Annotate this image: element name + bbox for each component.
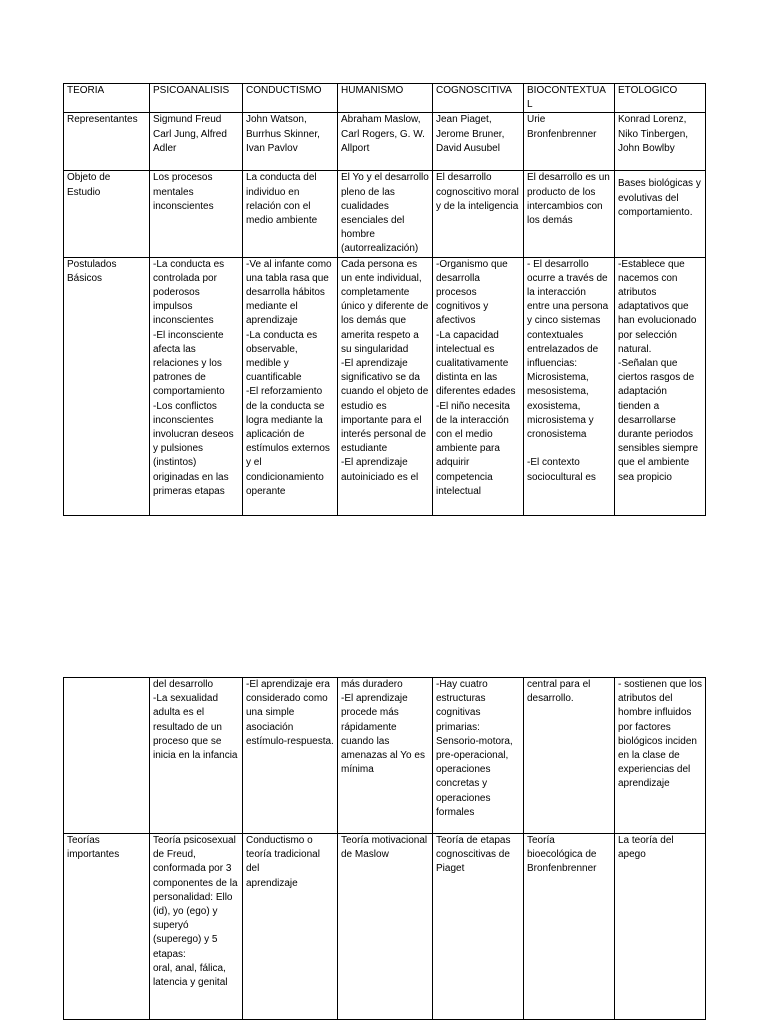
table-cell: Bases biológicas y evolutivas del comportamiento. — [615, 171, 706, 257]
table-cell: central para el desarrollo. — [524, 678, 615, 834]
table-cell: -Establece que nacemos con atributos adaptativos que han evolucionado por selección natural. -Señalan que ciertos rasgos de adaptación tienden a desarrollarse durante periodos sensibles siempre que el ambiente sea propicio — [615, 257, 706, 515]
row-label — [64, 678, 150, 834]
table-cell: Urie Bronfenbrenner — [524, 113, 615, 171]
table-cell: El desarrollo es un producto de los intercambios con los demás — [524, 171, 615, 257]
row-representantes — [64, 113, 706, 171]
table-cell: El desarrollo cognoscitivo moral y de la inteligencia — [433, 171, 524, 257]
header-cell-teoria: TEORIA — [64, 84, 150, 113]
table-cell: Teoría bioecológica de Bronfenbrenner — [524, 834, 615, 1020]
header-cell-etologico: ETOLOGICO — [615, 84, 706, 113]
table-cell: - El desarrollo ocurre a través de la interacción entre una persona y cinco sistemas contextuales entrelazados de influencias: Microsistema, mesosistema, exosistema, microsistema y cronosistema -El contexto sociocultural es — [524, 257, 615, 515]
row-label: Postulados Básicos — [64, 257, 150, 515]
table-cell: - sostienen que los atributos del hombre influidos por factores biológicos inciden en la clase de experiencias del aprendizaje — [615, 678, 706, 834]
table-cell: del desarrollo -La sexualidad adulta es el resultado de un proceso que se inicia en la infancia — [150, 678, 243, 834]
header-cell-psicoanalisis: PSICOANALISIS — [150, 84, 243, 113]
table-cell: Cada persona es un ente individual, completamente único y diferente de los demás que amerita respeto a su singularidad -El aprendizaje significativo se da cuando el objeto de estudio es importante para el interés personal de estudiante -El aprendizaje autoiniciado es el — [338, 257, 433, 515]
table-cell: -El aprendizaje era considerado como una simple asociación estímulo-respuesta. — [243, 678, 338, 834]
row-teorias-importantes — [64, 834, 706, 1020]
table-cell: Teoría psicosexual de Freud, conformada por 3 componentes de la personalidad: Ello (id), yo (ego) y superyó (superego) y 5 etapas: oral, anal, fálica, latencia y genital — [150, 834, 243, 1020]
theories-table-part-1 — [63, 83, 706, 516]
table-cell: El Yo y el desarrollo pleno de las cualidades esenciales del hombre (autorrealización) — [338, 171, 433, 257]
table-cell: Abraham Maslow, Carl Rogers, G. W. Allport — [338, 113, 433, 171]
row-label: Objeto de Estudio — [64, 171, 150, 257]
row-objeto-de-estudio — [64, 171, 706, 257]
table-cell: La conducta del individuo en relación con el medio ambiente — [243, 171, 338, 257]
table-cell: -Organismo que desarrolla procesos cognitivos y afectivos -La capacidad intelectual es cualitativamente distinta en las diferentes edades -El niño necesita de la interacción con el medio ambiente para adquirir competencia intelectual — [433, 257, 524, 515]
table-cell: Los procesos mentales inconscientes — [150, 171, 243, 257]
row-label: Representantes — [64, 113, 150, 171]
table-cell: Teoría de etapas cognoscitivas de Piaget — [433, 834, 524, 1020]
table-cell: -Hay cuatro estructuras cognitivas primarias: Sensorio-motora, pre-operacional, operaciones concretas y operaciones formales — [433, 678, 524, 834]
table-cell: -La conducta es controlada por poderosos impulsos inconscientes -El inconsciente afecta las relaciones y los patrones de comportamiento -Los conflictos inconscientes involucran deseos y pulsiones (instintos) originadas en las primeras etapas — [150, 257, 243, 515]
table-cell: Teoría motivacional de Maslow — [338, 834, 433, 1020]
table-cell: Sigmund Freud Carl Jung, Alfred Adler — [150, 113, 243, 171]
table-cell: John Watson, Burrhus Skinner, Ivan Pavlov — [243, 113, 338, 171]
table-cell: Jean Piaget, Jerome Bruner, David Ausubel — [433, 113, 524, 171]
header-cell-biocontextual: BIOCONTEXTUAL — [524, 84, 615, 113]
table-cell: -Ve al infante como una tabla rasa que desarrolla hábitos mediante el aprendizaje -La conducta es observable, medible y cuantificable -El reforzamiento de la conducta se logra mediante la aplicación de estímulos externos y el condicionamiento operante — [243, 257, 338, 515]
header-cell-humanismo: HUMANISMO — [338, 84, 433, 113]
table-cell: Conductismo o teoría tradicional del aprendizaje — [243, 834, 338, 1020]
table-cell: Konrad Lorenz, Niko Tinbergen, John Bowlby — [615, 113, 706, 171]
row-label: Teorías importantes — [64, 834, 150, 1020]
row-postulados-basicos — [64, 257, 706, 515]
theories-table-part-2 — [63, 677, 706, 1020]
header-cell-cognoscitiva: COGNOSCITIVA — [433, 84, 524, 113]
table-cell: La teoría del apego — [615, 834, 706, 1020]
header-row — [64, 84, 706, 113]
row-postulados-continuacion — [64, 678, 706, 834]
header-cell-conductismo: CONDUCTISMO — [243, 84, 338, 113]
table-cell: más duradero -El aprendizaje procede más rápidamente cuando las amenazas al Yo es mínima — [338, 678, 433, 834]
